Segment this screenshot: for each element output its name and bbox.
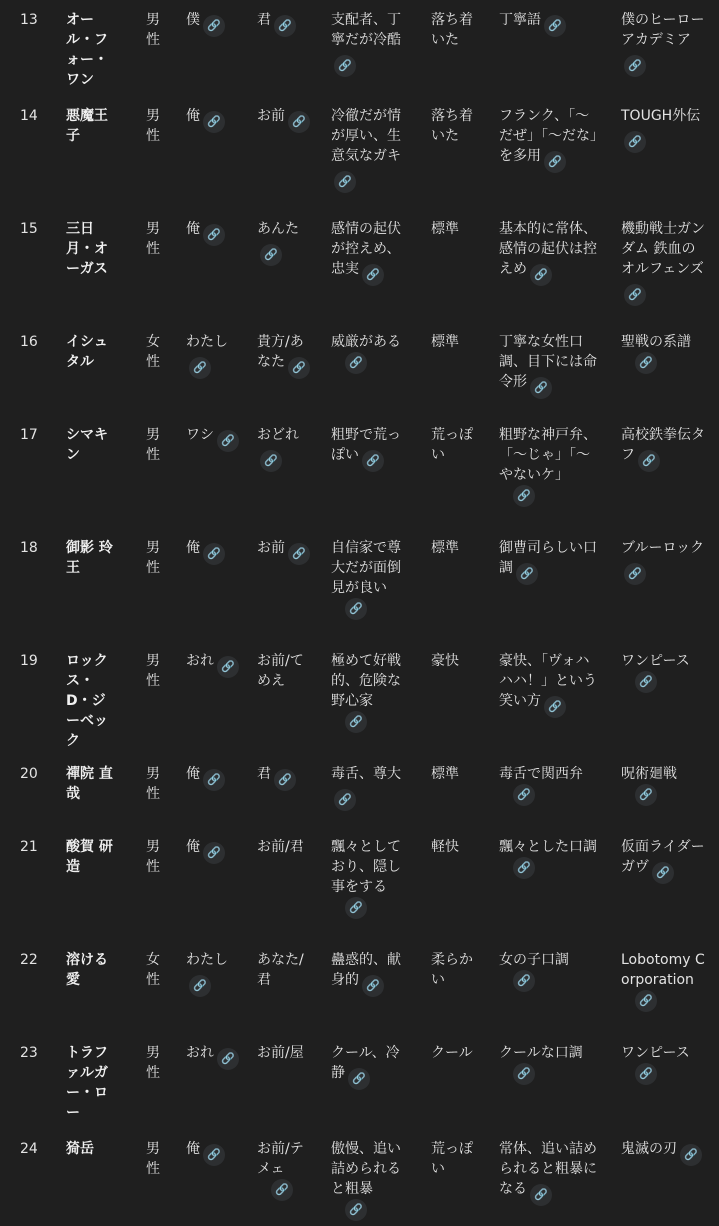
cell-text: 22 [20,952,38,968]
cell-text: わたし [186,334,228,350]
cell-source [621,837,705,884]
cell-second-person [257,106,317,133]
cell-personality [331,106,409,193]
cell-num [20,837,50,857]
cell-text: 毒舌、尊大 [331,766,401,782]
cell-text: 飄々とした口調 [499,839,597,855]
cell-gender [146,651,170,691]
cell-text: 荒っぽい [431,427,473,463]
link-icon[interactable]: 🔗 [189,357,211,379]
cell-text: お前 [257,540,285,556]
cell-text: わたし [186,952,228,968]
cell-text: 基本的に常体、感情の起伏は控えめ [499,221,597,277]
cell-personality [331,837,409,919]
cell-text: 丁寧な女性口調、目下には命令形 [499,334,597,390]
link-icon[interactable]: 🔗 [345,598,367,620]
cell-tension [431,764,483,784]
cell-text: 20 [20,766,38,782]
cell-text: 俺 [186,221,200,237]
link-icon[interactable]: 🔗 [334,55,356,77]
cell-text: Lobotomy Corporation [621,952,705,988]
cell-text: 18 [20,540,38,556]
cell-name [66,837,118,877]
cell-text: 13 [20,12,38,28]
cell-gender [146,1139,170,1179]
cell-first-person [186,332,246,379]
cell-gender [146,219,170,259]
cell-tension [431,106,483,146]
cell-text: ワンピース [621,653,690,669]
cell-text: 16 [20,334,38,350]
link-icon[interactable]: 🔗 [217,430,239,452]
cell-text: 支配者、丁寧だが冷酷 [331,12,401,48]
cell-name [66,1043,118,1123]
cell-gender [146,950,170,990]
link-icon[interactable]: 🔗 [348,1068,370,1090]
cell-text: 酸賀 研造 [66,839,113,875]
link-icon[interactable]: 🔗 [203,769,225,791]
cell-gender [146,10,170,50]
cell-text: 男性 [146,221,160,257]
cell-tension [431,332,483,352]
cell-text: お前/てめえ [257,653,304,689]
cell-text: 落ち着いた [431,108,473,144]
cell-text: 君 [257,766,271,782]
cell-num [20,950,50,970]
cell-text: おどれ [257,427,299,443]
cell-text: 常体、追い詰められると粗暴になる [499,1141,597,1197]
cell-text: 男性 [146,540,160,576]
cell-name [66,950,118,990]
cell-num [20,219,50,239]
link-icon[interactable]: 🔗 [513,1063,535,1085]
cell-text: 自信家で尊大だが面倒見が良い [331,540,401,596]
cell-text: 21 [20,839,38,855]
cell-name [66,10,118,90]
link-icon[interactable]: 🔗 [288,357,310,379]
link-icon[interactable]: 🔗 [530,264,552,286]
cell-name [66,538,118,578]
cell-num [20,1139,50,1159]
link-icon[interactable]: 🔗 [362,975,384,997]
cell-text: 感情の起伏が控えめ、忠実 [331,221,401,277]
cell-text: 三日月・オーガス [66,221,108,277]
cell-text: 男性 [146,1141,160,1177]
link-icon[interactable]: 🔗 [217,656,239,678]
cell-gender [146,1043,170,1083]
cell-personality [331,219,409,286]
cell-second-person [257,1043,317,1063]
cell-gender [146,425,170,465]
link-icon[interactable]: 🔗 [345,1199,367,1221]
cell-personality [331,10,409,77]
cell-text: 俺 [186,1141,200,1157]
cell-text: 猗岳 [66,1141,94,1157]
cell-text: イシュタル [66,334,108,370]
link-icon[interactable]: 🔗 [680,1144,702,1166]
link-icon[interactable]: 🔗 [544,696,566,718]
link-icon[interactable]: 🔗 [203,543,225,565]
cell-tension [431,1043,483,1063]
link-icon[interactable]: 🔗 [513,970,535,992]
cell-text: 仮面ライダーガヴ [621,839,705,875]
cell-text: 男性 [146,653,160,689]
cell-text: 女性 [146,952,160,988]
cell-name [66,106,118,146]
cell-text: 聖戦の系譜 [621,334,691,350]
cell-text: ブルーロック [621,540,705,556]
cell-num [20,651,50,671]
link-icon[interactable]: 🔗 [271,1179,293,1201]
cell-source [621,10,705,77]
cell-speech [499,219,603,286]
link-icon[interactable]: 🔗 [203,224,225,246]
cell-text: 標準 [431,540,459,556]
cell-text: 溶ける愛 [66,952,108,988]
cell-text: 俺 [186,108,200,124]
cell-num [20,332,50,352]
cell-text: 24 [20,1141,38,1157]
cell-text: お前/テメェ [257,1141,304,1177]
cell-text: 標準 [431,766,459,782]
cell-personality [331,332,409,374]
cell-text: 豪快 [431,653,459,669]
cell-first-person [186,538,246,565]
link-icon[interactable]: 🔗 [203,842,225,864]
link-icon[interactable]: 🔗 [516,563,538,585]
cell-text: 傲慢、追い詰められると粗暴 [331,1141,401,1197]
cell-text: 貴方/あなた [257,334,304,370]
link-icon[interactable]: 🔗 [288,543,310,565]
cell-second-person [257,425,317,472]
cell-text: ワシ [186,427,214,443]
cell-first-person [186,425,246,452]
cell-speech [499,950,603,992]
cell-text: 19 [20,653,38,669]
link-icon[interactable]: 🔗 [635,671,657,693]
cell-text: クールな口調 [499,1045,583,1061]
cell-text: お前/君 [257,839,304,855]
link-icon[interactable]: 🔗 [624,563,646,585]
cell-text: 俺 [186,766,200,782]
cell-second-person [257,950,317,990]
link-icon[interactable]: 🔗 [513,784,535,806]
cell-speech [499,10,603,37]
cell-num [20,538,50,558]
cell-text: 俺 [186,839,200,855]
link-icon[interactable]: 🔗 [260,244,282,266]
cell-text: 禪院 直哉 [66,766,113,802]
cell-text: クール、冷静 [331,1045,400,1081]
cell-text: TOUGH外伝 [621,108,701,124]
cell-name [66,332,118,372]
cell-gender [146,538,170,578]
link-icon[interactable]: 🔗 [189,975,211,997]
cell-tension [431,651,483,671]
cell-first-person [186,1139,246,1166]
cell-gender [146,106,170,146]
cell-text: シマキン [66,427,108,463]
cell-name [66,219,118,279]
link-icon[interactable]: 🔗 [334,789,356,811]
link-icon[interactable]: 🔗 [652,862,674,884]
cell-personality [331,651,409,733]
cell-text: ワンピース [621,1045,690,1061]
link-icon[interactable]: 🔗 [362,264,384,286]
link-icon[interactable]: 🔗 [638,450,660,472]
cell-text: 14 [20,108,38,124]
link-icon[interactable]: 🔗 [530,1184,552,1206]
cell-gender [146,764,170,804]
cell-second-person [257,651,317,691]
cell-first-person [186,764,246,791]
cell-second-person [257,837,317,857]
link-icon[interactable]: 🔗 [362,450,384,472]
cell-name [66,1139,118,1159]
cell-text: 標準 [431,221,459,237]
cell-text: 呪術廻戦 [621,766,677,782]
link-icon[interactable]: 🔗 [345,352,367,374]
cell-tension [431,950,483,990]
cell-speech [499,764,603,806]
cell-first-person [186,219,246,246]
cell-source [621,106,705,153]
cell-personality [331,950,409,997]
link-icon[interactable]: 🔗 [260,450,282,472]
cell-second-person [257,219,317,266]
link-icon[interactable]: 🔗 [624,284,646,306]
cell-gender [146,332,170,372]
cell-text: 機動戦士ガンダム 鉄血のオルフェンズ [621,221,705,277]
link-icon[interactable]: 🔗 [334,171,356,193]
cell-personality [331,425,409,472]
cell-personality [331,1139,409,1221]
cell-text: 飄々としており、隠し事をする [331,839,401,895]
cell-personality [331,538,409,620]
cell-source [621,950,705,1012]
link-icon[interactable]: 🔗 [345,711,367,733]
cell-name [66,764,118,804]
cell-text: 男性 [146,839,160,875]
cell-first-person [186,1043,246,1070]
link-icon[interactable]: 🔗 [544,15,566,37]
cell-text: 毒舌で関西弁 [499,766,583,782]
cell-speech [499,332,603,399]
cell-text: 冷徹だが情が厚い、生意気なガキ [331,108,401,164]
cell-text: あんた [257,221,299,237]
cell-text: 高校鉄拳伝タフ [621,427,705,463]
link-icon[interactable]: 🔗 [635,990,657,1012]
cell-source [621,425,705,472]
cell-second-person [257,538,317,565]
cell-speech [499,837,603,879]
cell-personality [331,764,409,811]
cell-text: 俺 [186,540,200,556]
cell-source [621,764,705,806]
cell-source [621,1043,705,1085]
cell-tension [431,538,483,558]
cell-source [621,538,705,585]
cell-text: 落ち着いた [431,12,473,48]
cell-text: ロックス・D・ジーベック [66,653,108,749]
link-icon[interactable]: 🔗 [513,485,535,507]
cell-text: 御影 玲王 [66,540,113,576]
cell-tension [431,219,483,239]
cell-text: 柔らかい [431,952,473,988]
cell-speech [499,1139,603,1206]
cell-first-person [186,651,246,678]
cell-num [20,764,50,784]
cell-speech [499,1043,603,1085]
cell-text: おれ [186,1045,214,1061]
cell-source [621,332,705,374]
cell-text: 男性 [146,1045,160,1081]
cell-name [66,425,118,465]
cell-text: 豪快、「ヴォハハハ！」という笑い方 [499,653,597,709]
cell-text: 軽快 [431,839,459,855]
cell-text: お前/屋 [257,1045,304,1061]
cell-text: 御曹司らしい口調 [499,540,597,576]
cell-num [20,10,50,30]
cell-first-person [186,106,246,133]
cell-source [621,219,705,306]
cell-gender [146,837,170,877]
cell-tension [431,837,483,857]
cell-text: 標準 [431,334,459,350]
cell-text: トラファルガー・ロー [66,1045,108,1121]
cell-text: 僕のヒーローアカデミア [621,12,705,48]
cell-tension [431,10,483,50]
cell-text: 15 [20,221,38,237]
link-icon[interactable]: 🔗 [203,15,225,37]
cell-source [621,1139,705,1166]
cell-text: オール・フォー・ワン [66,12,108,88]
cell-speech [499,538,603,585]
cell-second-person [257,764,317,791]
cell-text: 蠱惑的、献身的 [331,952,401,988]
cell-personality [331,1043,409,1090]
cell-text: あなた/君 [257,952,304,988]
cell-speech [499,425,603,507]
cell-text: 極めて好戦的、危険な野心家 [331,653,401,709]
cell-speech [499,106,603,173]
cell-num [20,1043,50,1063]
cell-text: 粗野な神戸弁、「〜じゃ」「〜やないケ」 [499,427,597,483]
cell-tension [431,425,483,465]
link-icon[interactable]: 🔗 [635,1063,657,1085]
cell-text: 17 [20,427,38,443]
link-icon[interactable]: 🔗 [635,352,657,374]
cell-text: おれ [186,653,214,669]
cell-text: フランク、「〜だぜ」「〜だな」を多用 [499,108,597,164]
cell-num [20,425,50,445]
cell-name [66,651,118,751]
cell-second-person [257,332,317,379]
cell-text: 女性 [146,334,160,370]
cell-second-person [257,10,317,37]
cell-text: 男性 [146,427,160,463]
cell-text: 男性 [146,12,160,48]
cell-num [20,106,50,126]
cell-first-person [186,837,246,864]
cell-first-person [186,950,246,997]
cell-text: 僕 [186,12,200,28]
cell-text: 23 [20,1045,38,1061]
link-icon[interactable]: 🔗 [513,857,535,879]
cell-text: 女の子口調 [499,952,569,968]
cell-text: お前 [257,108,285,124]
link-icon[interactable]: 🔗 [203,111,225,133]
cell-second-person [257,1139,317,1201]
cell-speech [499,651,603,718]
link-icon[interactable]: 🔗 [288,111,310,133]
link-icon[interactable]: 🔗 [530,377,552,399]
link-icon[interactable]: 🔗 [624,55,646,77]
cell-text: 鬼滅の刃 [621,1141,677,1157]
link-icon[interactable]: 🔗 [217,1048,239,1070]
link-icon[interactable]: 🔗 [624,131,646,153]
cell-text: 男性 [146,766,160,802]
link-icon[interactable]: 🔗 [345,897,367,919]
cell-text: 粗野で荒っぽい [331,427,401,463]
link-icon[interactable]: 🔗 [544,151,566,173]
cell-first-person [186,10,246,37]
cell-text: 君 [257,12,271,28]
link-icon[interactable]: 🔗 [203,1144,225,1166]
link-icon[interactable]: 🔗 [274,769,296,791]
cell-text: クール [431,1045,473,1061]
cell-text: 男性 [146,108,160,144]
cell-tension [431,1139,483,1179]
cell-text: 悪魔王子 [66,108,108,144]
cell-source [621,651,705,693]
cell-text: 荒っぽい [431,1141,473,1177]
cell-text: 威厳がある [331,334,401,350]
cell-text: 丁寧語 [499,12,541,28]
link-icon[interactable]: 🔗 [274,15,296,37]
link-icon[interactable]: 🔗 [635,784,657,806]
